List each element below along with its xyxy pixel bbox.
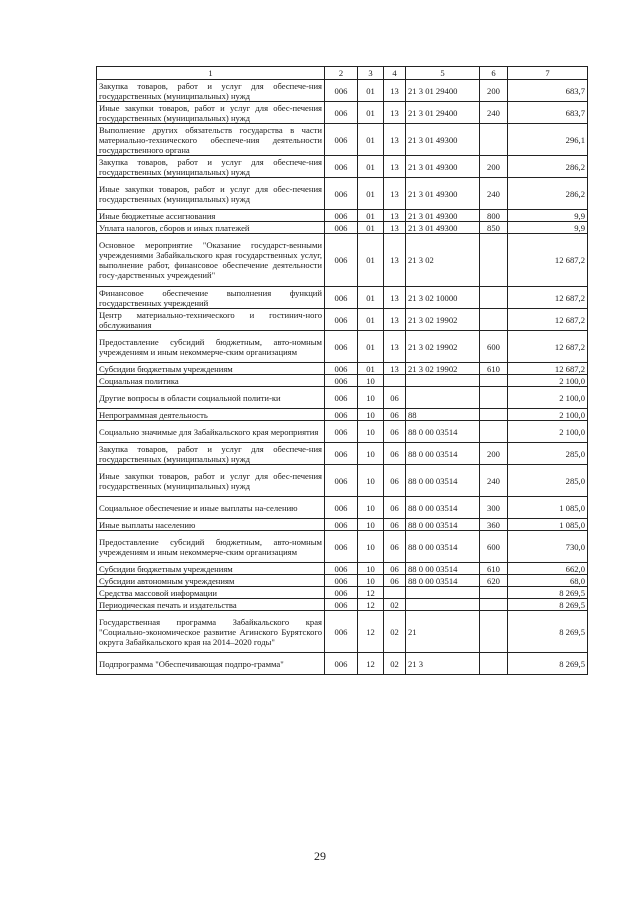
section-code: 10 <box>358 387 384 409</box>
row-description: Субсидии автономным учреждениям <box>97 575 325 587</box>
table-row <box>97 102 588 124</box>
ministry-code: 006 <box>325 309 358 331</box>
row-description: Центр материально-технического и гостинич-ного обслуживания <box>97 309 325 331</box>
subsection-code: 06 <box>384 465 406 497</box>
expense-type-code: 200 <box>480 443 508 465</box>
expense-type-code <box>480 611 508 653</box>
section-code: 01 <box>358 222 384 234</box>
expense-type-code <box>480 587 508 599</box>
column-header: 4 <box>384 67 406 80</box>
column-header: 6 <box>480 67 508 80</box>
ministry-code: 006 <box>325 222 358 234</box>
target-article-code: 21 3 01 49300 <box>406 156 480 178</box>
subsection-code <box>384 375 406 387</box>
amount: 285,0 <box>508 443 588 465</box>
page-number: 29 <box>314 849 326 863</box>
row-description: Иные бюджетные ассигнования <box>97 210 325 222</box>
subsection-code: 13 <box>384 331 406 363</box>
table-row <box>97 421 588 443</box>
expense-type-code: 610 <box>480 563 508 575</box>
table-row <box>97 287 588 309</box>
target-article-code <box>406 387 480 409</box>
ministry-code: 006 <box>325 156 358 178</box>
table-row <box>97 599 588 611</box>
subsection-code <box>384 587 406 599</box>
target-article-code: 88 0 00 03514 <box>406 519 480 531</box>
amount: 683,7 <box>508 80 588 102</box>
amount: 12 687,2 <box>508 234 588 287</box>
section-code: 01 <box>358 80 384 102</box>
target-article-code: 21 3 <box>406 653 480 675</box>
section-code: 01 <box>358 363 384 375</box>
table-row <box>97 363 588 375</box>
table-row <box>97 387 588 409</box>
target-article-code: 21 <box>406 611 480 653</box>
section-code: 01 <box>358 102 384 124</box>
amount: 12 687,2 <box>508 309 588 331</box>
amount: 12 687,2 <box>508 331 588 363</box>
table-row <box>97 309 588 331</box>
expense-type-code: 610 <box>480 363 508 375</box>
ministry-code: 006 <box>325 287 358 309</box>
row-description: Социальное обеспечение и иные выплаты на-селению <box>97 497 325 519</box>
subsection-code: 13 <box>384 124 406 156</box>
subsection-code: 02 <box>384 599 406 611</box>
subsection-code: 06 <box>384 563 406 575</box>
target-article-code: 21 3 01 49300 <box>406 178 480 210</box>
target-article-code: 21 3 02 <box>406 234 480 287</box>
section-code: 10 <box>358 465 384 497</box>
section-code: 10 <box>358 375 384 387</box>
section-code: 10 <box>358 497 384 519</box>
target-article-code: 21 3 01 49300 <box>406 222 480 234</box>
target-article-code: 21 3 02 10000 <box>406 287 480 309</box>
target-article-code: 21 3 02 19902 <box>406 331 480 363</box>
table-body <box>97 67 588 675</box>
section-code: 01 <box>358 156 384 178</box>
expense-type-code <box>480 421 508 443</box>
section-code: 10 <box>358 519 384 531</box>
subsection-code: 06 <box>384 421 406 443</box>
row-description: Выполнение других обязательств государства в части материально-технического обеспече-ния деятельности государственного органа <box>97 124 325 156</box>
target-article-code <box>406 599 480 611</box>
ministry-code: 006 <box>325 102 358 124</box>
ministry-code: 006 <box>325 80 358 102</box>
table-row <box>97 497 588 519</box>
section-code: 01 <box>358 331 384 363</box>
expense-type-code <box>480 653 508 675</box>
amount: 662,0 <box>508 563 588 575</box>
target-article-code: 88 0 00 03514 <box>406 575 480 587</box>
target-article-code: 21 3 01 49300 <box>406 210 480 222</box>
amount: 2 100,0 <box>508 387 588 409</box>
row-description: Иные закупки товаров, работ и услуг для обес-печения государственных (муниципальных) нужд <box>97 465 325 497</box>
subsection-code: 06 <box>384 519 406 531</box>
target-article-code: 88 <box>406 409 480 421</box>
section-code: 10 <box>358 563 384 575</box>
subsection-code: 02 <box>384 611 406 653</box>
row-description: Иные выплаты населению <box>97 519 325 531</box>
subsection-code: 06 <box>384 531 406 563</box>
table-row <box>97 234 588 287</box>
expense-type-code: 800 <box>480 210 508 222</box>
subsection-code: 13 <box>384 80 406 102</box>
table-row <box>97 210 588 222</box>
amount: 2 100,0 <box>508 375 588 387</box>
section-code: 01 <box>358 287 384 309</box>
section-code: 12 <box>358 587 384 599</box>
section-code: 01 <box>358 210 384 222</box>
column-header: 3 <box>358 67 384 80</box>
section-code: 12 <box>358 611 384 653</box>
table-row <box>97 465 588 497</box>
section-code: 10 <box>358 575 384 587</box>
amount: 8 269,5 <box>508 611 588 653</box>
target-article-code <box>406 375 480 387</box>
ministry-code: 006 <box>325 178 358 210</box>
amount: 8 269,5 <box>508 599 588 611</box>
row-description: Иные закупки товаров, работ и услуг для обес-печения государственных (муниципальных) нужд <box>97 178 325 210</box>
expense-type-code: 300 <box>480 497 508 519</box>
target-article-code <box>406 587 480 599</box>
target-article-code: 88 0 00 03514 <box>406 443 480 465</box>
ministry-code: 006 <box>325 421 358 443</box>
row-description: Государственная программа Забайкальского края "Социально-экономическое развитие Агинского Бурятского округа Забайкальского края на 2014–2020 годы" <box>97 611 325 653</box>
target-article-code: 21 3 01 29400 <box>406 80 480 102</box>
amount: 1 085,0 <box>508 497 588 519</box>
amount: 12 687,2 <box>508 287 588 309</box>
ministry-code: 006 <box>325 331 358 363</box>
subsection-code: 02 <box>384 653 406 675</box>
table-row <box>97 222 588 234</box>
amount: 8 269,5 <box>508 587 588 599</box>
target-article-code: 88 0 00 03514 <box>406 465 480 497</box>
amount: 68,0 <box>508 575 588 587</box>
ministry-code: 006 <box>325 387 358 409</box>
row-description: Закупка товаров, работ и услуг для обеспече-ния государственных (муниципальных) нужд <box>97 80 325 102</box>
target-article-code: 21 3 02 19902 <box>406 363 480 375</box>
target-article-code: 88 0 00 03514 <box>406 531 480 563</box>
subsection-code: 13 <box>384 222 406 234</box>
expense-type-code <box>480 599 508 611</box>
row-description: Субсидии бюджетным учреждениям <box>97 563 325 575</box>
row-description: Основное мероприятие "Оказание государст-венными учреждениями Забайкальского края государственных услуг, выполнение работ, финансовое обеспечение деятельности госу-дарственных учреждений" <box>97 234 325 287</box>
table-row <box>97 611 588 653</box>
ministry-code: 006 <box>325 563 358 575</box>
row-description: Средства массовой информации <box>97 587 325 599</box>
ministry-code: 006 <box>325 497 358 519</box>
expense-type-code <box>480 234 508 287</box>
subsection-code: 13 <box>384 102 406 124</box>
ministry-code: 006 <box>325 210 358 222</box>
expense-type-code <box>480 309 508 331</box>
target-article-code: 88 0 00 03514 <box>406 421 480 443</box>
expense-type-code: 200 <box>480 80 508 102</box>
expense-type-code: 200 <box>480 156 508 178</box>
row-description: Финансовое обеспечение выполнения функций государственных учреждений <box>97 287 325 309</box>
ministry-code: 006 <box>325 575 358 587</box>
row-description: Закупка товаров, работ и услуг для обеспече-ния государственных (муниципальных) нужд <box>97 156 325 178</box>
ministry-code: 006 <box>325 124 358 156</box>
ministry-code: 006 <box>325 465 358 497</box>
ministry-code: 006 <box>325 409 358 421</box>
target-article-code: 21 3 02 19902 <box>406 309 480 331</box>
row-description: Другие вопросы в области социальной полити-ки <box>97 387 325 409</box>
column-header: 2 <box>325 67 358 80</box>
subsection-code: 13 <box>384 309 406 331</box>
row-description: Субсидии бюджетным учреждениям <box>97 363 325 375</box>
subsection-code: 06 <box>384 443 406 465</box>
target-article-code: 21 3 01 29400 <box>406 102 480 124</box>
column-header: 1 <box>97 67 325 80</box>
ministry-code: 006 <box>325 587 358 599</box>
ministry-code: 006 <box>325 443 358 465</box>
ministry-code: 006 <box>325 653 358 675</box>
column-header: 5 <box>406 67 480 80</box>
expense-type-code <box>480 124 508 156</box>
row-description: Иные закупки товаров, работ и услуг для обес-печения государственных (муниципальных) нужд <box>97 102 325 124</box>
amount: 9,9 <box>508 222 588 234</box>
ministry-code: 006 <box>325 234 358 287</box>
subsection-code: 06 <box>384 409 406 421</box>
subsection-code: 06 <box>384 575 406 587</box>
ministry-code: 006 <box>325 375 358 387</box>
section-code: 10 <box>358 531 384 563</box>
table-row <box>97 331 588 363</box>
expense-type-code: 240 <box>480 465 508 497</box>
row-description: Подпрограмма "Обеспечивающая подпро-грамма" <box>97 653 325 675</box>
table-row <box>97 575 588 587</box>
target-article-code: 88 0 00 03514 <box>406 563 480 575</box>
section-code: 10 <box>358 409 384 421</box>
row-description: Социальная политика <box>97 375 325 387</box>
amount: 730,0 <box>508 531 588 563</box>
expense-type-code: 620 <box>480 575 508 587</box>
amount: 8 269,5 <box>508 653 588 675</box>
section-code: 12 <box>358 653 384 675</box>
amount: 296,1 <box>508 124 588 156</box>
subsection-code: 13 <box>384 287 406 309</box>
subsection-code: 06 <box>384 387 406 409</box>
amount: 1 085,0 <box>508 519 588 531</box>
subsection-code: 13 <box>384 210 406 222</box>
subsection-code: 13 <box>384 363 406 375</box>
table-row <box>97 653 588 675</box>
amount: 2 100,0 <box>508 421 588 443</box>
column-header: 7 <box>508 67 588 80</box>
table-row <box>97 563 588 575</box>
subsection-code: 06 <box>384 497 406 519</box>
section-code: 01 <box>358 309 384 331</box>
table-header-row <box>97 67 588 80</box>
table-row <box>97 443 588 465</box>
amount: 9,9 <box>508 210 588 222</box>
amount: 683,7 <box>508 102 588 124</box>
section-code: 01 <box>358 124 384 156</box>
expense-type-code <box>480 375 508 387</box>
amount: 286,2 <box>508 178 588 210</box>
section-code: 01 <box>358 178 384 210</box>
table-row <box>97 531 588 563</box>
section-code: 12 <box>358 599 384 611</box>
expense-type-code: 240 <box>480 178 508 210</box>
table-row <box>97 587 588 599</box>
table-row <box>97 519 588 531</box>
amount: 12 687,2 <box>508 363 588 375</box>
section-code: 10 <box>358 443 384 465</box>
table-row <box>97 156 588 178</box>
budget-table <box>96 66 588 675</box>
row-description: Предоставление субсидий бюджетным, авто-номным учреждениям и иным некоммерче-ским организациям <box>97 531 325 563</box>
subsection-code: 13 <box>384 156 406 178</box>
subsection-code: 13 <box>384 178 406 210</box>
row-description: Социально значимые для Забайкальского края мероприятия <box>97 421 325 443</box>
expense-type-code <box>480 409 508 421</box>
ministry-code: 006 <box>325 599 358 611</box>
target-article-code: 21 3 01 49300 <box>406 124 480 156</box>
ministry-code: 006 <box>325 519 358 531</box>
ministry-code: 006 <box>325 531 358 563</box>
expense-type-code <box>480 387 508 409</box>
row-description: Периодическая печать и издательства <box>97 599 325 611</box>
target-article-code: 88 0 00 03514 <box>406 497 480 519</box>
expense-type-code: 600 <box>480 331 508 363</box>
amount: 286,2 <box>508 156 588 178</box>
ministry-code: 006 <box>325 611 358 653</box>
amount: 2 100,0 <box>508 409 588 421</box>
expense-type-code: 360 <box>480 519 508 531</box>
subsection-code: 13 <box>384 234 406 287</box>
table-row <box>97 178 588 210</box>
table-row <box>97 375 588 387</box>
expense-type-code: 240 <box>480 102 508 124</box>
expense-type-code: 850 <box>480 222 508 234</box>
section-code: 10 <box>358 421 384 443</box>
row-description: Предоставление субсидий бюджетным, авто-номным учреждениям и иным некоммерче-ским организациям <box>97 331 325 363</box>
table-row <box>97 124 588 156</box>
row-description: Уплата налогов, сборов и иных платежей <box>97 222 325 234</box>
expense-type-code: 600 <box>480 531 508 563</box>
table-row <box>97 80 588 102</box>
section-code: 01 <box>358 234 384 287</box>
amount: 285,0 <box>508 465 588 497</box>
row-description: Закупка товаров, работ и услуг для обеспече-ния государственных (муниципальных) нужд <box>97 443 325 465</box>
expense-type-code <box>480 287 508 309</box>
table-row <box>97 409 588 421</box>
row-description: Непрограммная деятельность <box>97 409 325 421</box>
ministry-code: 006 <box>325 363 358 375</box>
